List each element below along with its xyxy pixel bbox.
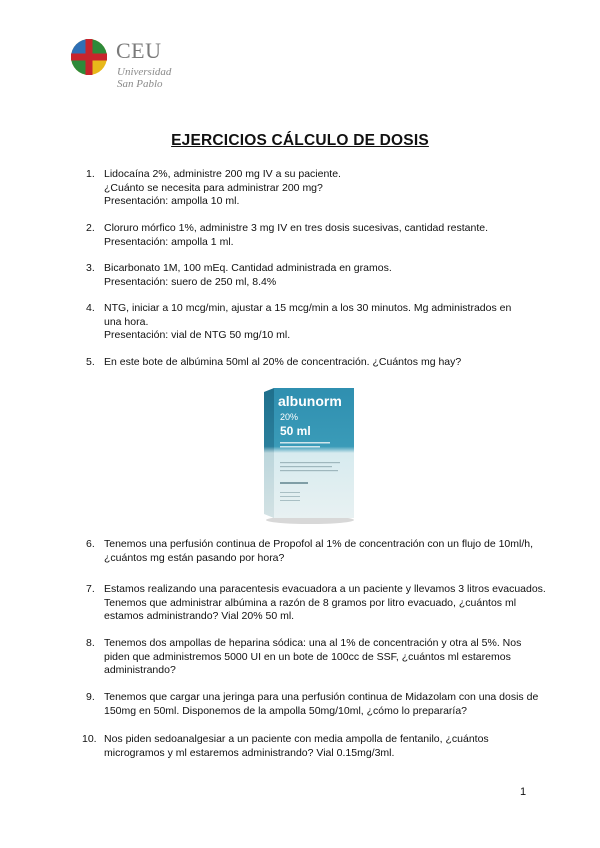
exercise-line: Presentación: ampolla 1 ml.: [104, 235, 234, 248]
exercise-number: 6.: [86, 538, 95, 550]
page-number: 1: [520, 786, 527, 798]
exercise-text: [104, 637, 534, 678]
exercise-text: [104, 302, 534, 343]
exercise-line: Tenemos una perfusión continua de Propofol al 1% de concentración con un flujo de 10ml/h,: [104, 538, 534, 550]
exercise-number: 1.: [86, 168, 95, 180]
logo-subtitle: [117, 66, 171, 90]
product-concentration: 20%: [280, 412, 299, 422]
exercise-line: Lidocaína 2%, administre 200 mg IV a su paciente.: [104, 168, 341, 180]
exercise-number: 2.: [86, 222, 95, 234]
albumin-box-image: [258, 386, 358, 526]
logo-line1: Universidad: [117, 66, 172, 78]
exercise-line: ¿Cuánto se necesita para administrar 200 mg?: [104, 181, 323, 194]
exercise-line: Presentación: suero de 250 ml, 8.4%: [104, 275, 277, 288]
exercise-line: administrando?: [104, 664, 176, 676]
exercise-text: [104, 733, 534, 760]
exercise-line: Tenemos que administrar albúmina a razón de 8 gramos por litro evacuado, ¿cuántos ml: [104, 596, 517, 609]
exercise-line: microgramos y ml estaremos administrando? Vial 0.15mg/3ml.: [104, 746, 395, 759]
exercise-text: [104, 356, 534, 370]
exercise-line: Estamos realizando una paracentesis evacuadora a un paciente y llevamos 3 litros evacuados.: [104, 583, 546, 595]
exercise-number: 5.: [86, 356, 95, 368]
exercise-number: 4.: [86, 302, 95, 314]
exercise-line: piden que administremos 5000 UI en un bote de 100cc de SSF, ¿cuántos ml estaremos: [104, 650, 511, 663]
exercise-line: Nos piden sedoanalgesiar a un paciente con media ampolla de fentanilo, ¿cuántos: [104, 733, 489, 745]
exercise-number: 7.: [86, 583, 95, 595]
logo-name: CEU: [116, 38, 162, 63]
exercise-line: 150mg en 50ml. Disponemos de la ampolla 50mg/10ml, ¿cómo lo prepararía?: [104, 704, 468, 717]
exercise-line: Presentación: vial de NTG 50 mg/10 ml.: [104, 329, 291, 341]
exercise-line: Cloruro mórfico 1%, administre 3 mg IV en tres dosis sucesivas, cantidad restante.: [104, 222, 488, 234]
exercise-text: [104, 691, 539, 718]
exercise-number: 9.: [86, 691, 95, 703]
exercise-number: 8.: [86, 637, 95, 649]
exercise-text: [104, 538, 534, 565]
exercise-line: NTG, iniciar a 10 mcg/min, ajustar a 15 mcg/min a los 30 minutos. Mg administrados en: [104, 302, 512, 314]
exercise-line: Bicarbonato 1M, 100 mEq. Cantidad administrada en gramos.: [104, 262, 392, 274]
university-logo: [70, 36, 200, 96]
page-title: EJERCICIOS CÁLCULO DE DOSIS: [171, 132, 429, 149]
product-volume: 50 ml: [280, 424, 311, 438]
exercise-line: En este bote de albúmina 50ml al 20% de concentración. ¿Cuántos mg hay?: [104, 356, 462, 368]
exercise-line: Tenemos dos ampollas de heparina sódica: una al 1% de concentración y otra al 5%. Nos: [104, 637, 522, 649]
exercise-number: 3.: [86, 262, 95, 274]
exercise-line: ¿cuántos mg están pasando por hora?: [104, 551, 285, 564]
exercise-text: [104, 583, 546, 624]
ceu-cross-icon: [70, 38, 108, 76]
exercise-text: [104, 222, 534, 249]
exercise-text: [104, 262, 534, 289]
exercise-text: [104, 168, 534, 209]
logo-line2: San Pablo: [117, 78, 163, 90]
product-brand: albunorm: [278, 393, 342, 409]
exercise-line: Tenemos que cargar una jeringa para una perfusión continua de Midazolam con una dosis de: [104, 691, 539, 703]
exercise-line: Presentación: ampolla 10 ml.: [104, 195, 240, 207]
exercise-line: estamos administrando? Vial 20% 50 ml.: [104, 610, 295, 622]
exercise-number: 10.: [82, 733, 97, 745]
exercise-line: una hora.: [104, 315, 149, 328]
